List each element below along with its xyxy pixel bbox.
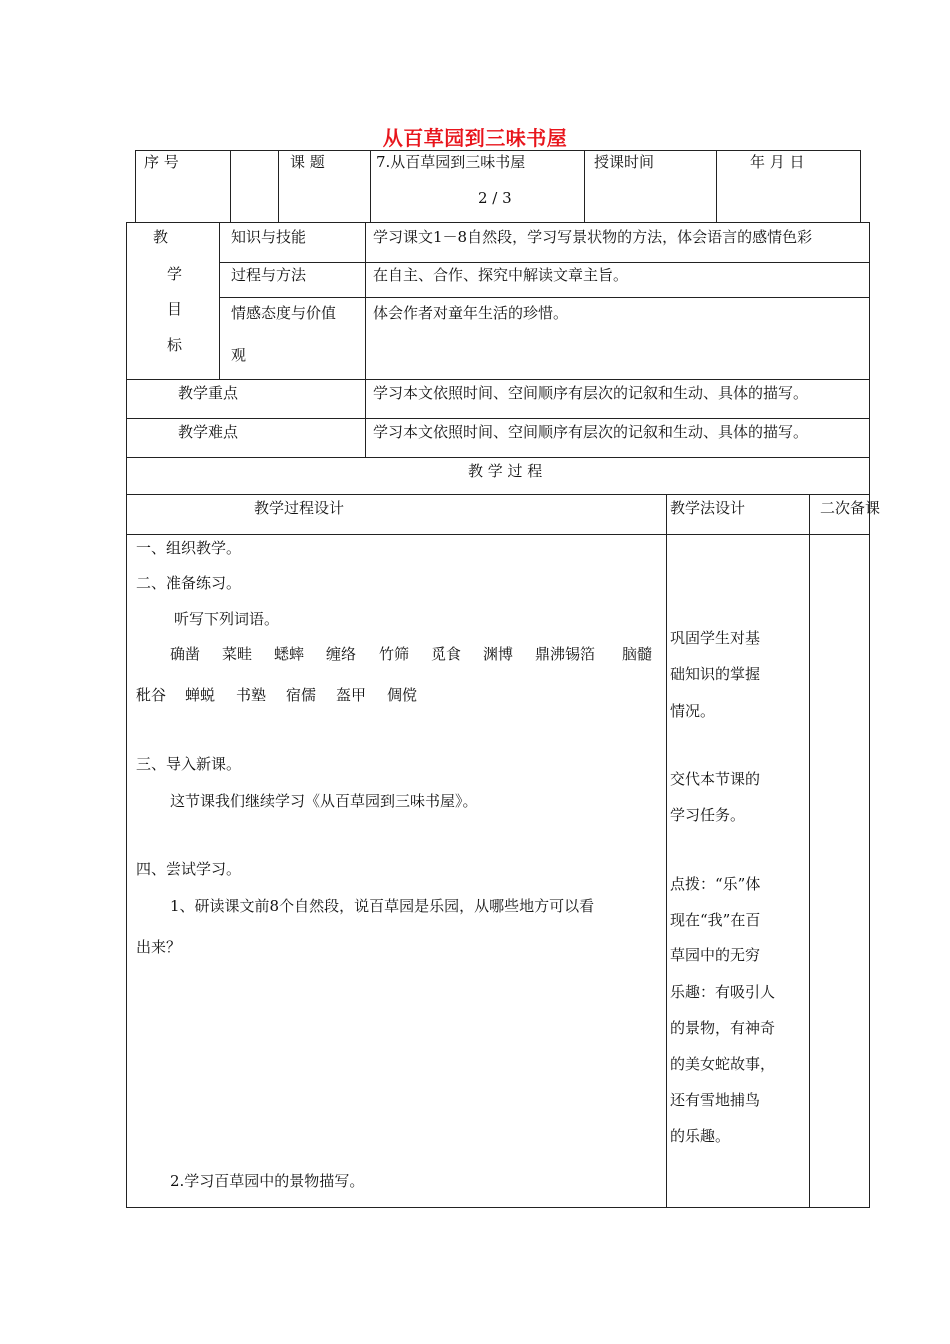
col-header-design: 教学过程设计 (254, 499, 345, 517)
method-note: 础知识的掌握 (670, 665, 761, 683)
objective-label-attitude-cont: 观 (231, 346, 247, 364)
objectives-group-char-1: 教 (153, 228, 169, 246)
objective-label-knowledge: 知识与技能 (231, 228, 307, 246)
vocab-word: 蟋蟀 (274, 645, 305, 663)
teach-time-label: 授课时间 (594, 153, 655, 171)
date-field: 年 月 日 (750, 153, 805, 171)
vocab-word: 蝉蜕 (185, 686, 216, 704)
method-note: 的美女蛇故事， (670, 1055, 776, 1073)
vocab-word: 脑髓 (622, 645, 653, 663)
method-note: 现在“我”在百 (670, 911, 761, 929)
key-point-value: 学习本文依照时间、空间顺序有层次的记叙和生动、具体的描写。 (373, 384, 809, 402)
page-indicator: 2 / 3 (478, 189, 512, 207)
intro-text: 这节课我们继续学习《从百草园到三味书屋》。 (170, 792, 478, 810)
method-note: 的景物，有神奇 (670, 1019, 776, 1037)
step-try: 四、尝试学习。 (136, 860, 242, 878)
method-note: 交代本节课的 (670, 770, 761, 788)
step-prepare: 二、准备练习。 (136, 574, 242, 592)
vocab-word: 菜畦 (222, 645, 253, 663)
vocab-word: 书塾 (236, 686, 267, 704)
vocab-word: 缠络 (326, 645, 357, 663)
objective-label-attitude: 情感态度与价值 (231, 304, 337, 322)
vocab-word: 盔甲 (336, 686, 367, 704)
method-note: 草园中的无穷 (670, 946, 761, 964)
vocab-word: 渊博 (483, 645, 514, 663)
objectives-group-char-3: 目 (167, 300, 183, 318)
process-title: 教 学 过 程 (468, 462, 543, 480)
objective-label-process: 过程与方法 (231, 266, 307, 284)
vocab-word: 宿儒 (286, 686, 317, 704)
method-note: 巩固学生对基 (670, 629, 761, 647)
seq-label: 序 号 (144, 153, 179, 171)
vocab-word: 觅食 (431, 645, 462, 663)
question-2: 2.学习百草园中的景物描写。 (170, 1172, 365, 1190)
vocab-word: 秕谷 (136, 686, 167, 704)
topic-value: 7.从百草园到三味书屋 (376, 153, 526, 171)
difficulty-value: 学习本文依照时间、空间顺序有层次的记叙和生动、具体的描写。 (373, 423, 809, 441)
method-note: 情况。 (670, 702, 716, 720)
vocab-word: 竹筛 (379, 645, 410, 663)
step-intro: 三、导入新课。 (136, 755, 242, 773)
method-note: 的乐趣。 (670, 1127, 731, 1145)
difficulty-label: 教学难点 (178, 423, 239, 441)
col-header-second: 二次备课 (820, 499, 881, 517)
vocab-word: 倜傥 (387, 686, 418, 704)
method-note: 点拨：“乐”体 (670, 875, 761, 893)
question-1: 1、研读课文前8个自然段，说百草园是乐园，从哪些地方可以看 (170, 897, 595, 915)
method-note: 学习任务。 (670, 806, 746, 824)
objective-value-knowledge: 学习课文1－8自然段，学习写景状物的方法，体会语言的感情色彩 (373, 228, 813, 246)
step-organize: 一、组织教学。 (136, 539, 242, 557)
vocab-word: 确凿 (170, 645, 201, 663)
objective-value-process: 在自主、合作、探究中解读文章主旨。 (373, 266, 629, 284)
vocab-word: 鼎沸锡箔 (535, 645, 596, 663)
method-note: 乐趣：有吸引人 (670, 983, 776, 1001)
objectives-group-char-4: 标 (167, 336, 183, 354)
key-point-label: 教学重点 (178, 384, 239, 402)
document-title: 从百草园到三味书屋 (382, 126, 568, 150)
topic-label: 课 题 (290, 153, 325, 171)
col-header-method: 教学法设计 (670, 499, 746, 517)
question-1-cont: 出来？ (136, 938, 182, 956)
method-note: 还有雪地捕鸟 (670, 1091, 761, 1109)
objectives-group-char-2: 学 (167, 265, 183, 283)
dictation-instruction: 听写下列词语。 (174, 610, 280, 628)
objective-value-attitude: 体会作者对童年生活的珍惜。 (373, 304, 569, 322)
